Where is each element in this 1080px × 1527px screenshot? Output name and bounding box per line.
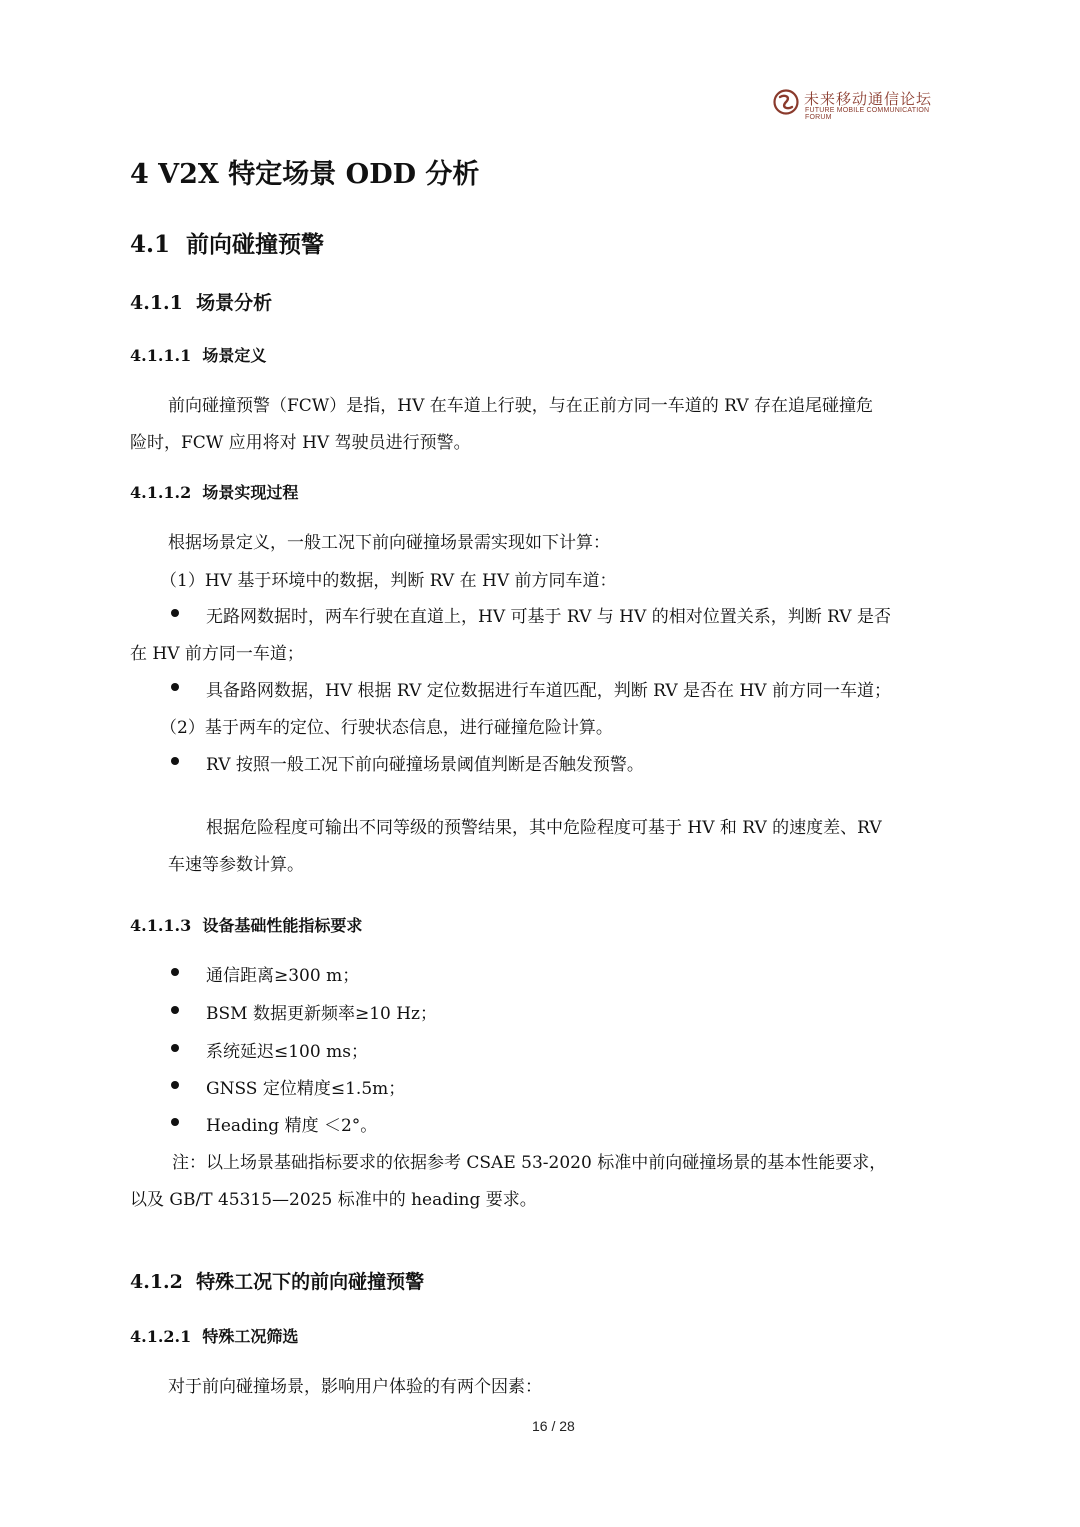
bullet-dot (171, 609, 179, 617)
bullet-dot (171, 968, 179, 976)
requirement-item: BSM 数据更新频率≥10 Hz； (206, 1004, 438, 1024)
bullet-dot (171, 757, 179, 765)
logo-subtitle: FUTURE MOBILE COMMUNICATION FORUM (805, 107, 930, 121)
paragraph-line: 根据场景定义，一般工况下前向碰撞场景需实现如下计算： (168, 533, 610, 553)
note-line: 以及 GB/T 45315—2025 标准中的 heading 要求。 (130, 1190, 537, 1210)
subsection-title: 场景分析 (196, 292, 273, 314)
subsection-heading (130, 1267, 424, 1294)
bullet-dot (171, 1044, 179, 1052)
paragraph-line: 前向碰撞预警（FCW）是指，HV 在车道上行驶，与在正前方同一车道的 RV 存在追尾碰撞危 (168, 396, 874, 416)
heading-number: 4.1.1.1 (130, 346, 192, 365)
bullet-item-continuation: 在 HV 前方同一车道； (130, 644, 304, 664)
subsubsection-heading (130, 1324, 298, 1347)
bullet-dot (171, 1081, 179, 1089)
logo-title: 未来移动通信论坛 (804, 90, 933, 108)
requirement-item: 系统延迟≤100 ms； (206, 1042, 368, 1062)
section-heading (130, 226, 324, 259)
subsubsection-heading (130, 480, 298, 503)
paragraph-line: 根据危险程度可输出不同等级的预警结果，其中危险程度可基于 HV 和 RV 的速度差、RV (206, 818, 882, 838)
subsection-title: 特殊工况下的前向碰撞预警 (196, 1271, 425, 1293)
bullet-item: 无路网数据时，两车行驶在直道上，HV 可基于 RV 与 HV 的相对位置关系，判断 RV 是否 (206, 607, 891, 627)
note-line: 注：以上场景基础指标要求的依据参考 CSAE 53-2020 标准中前向碰撞场景的基本性能要求， (172, 1153, 887, 1173)
subsection-number: 4.1.2 (130, 1271, 183, 1293)
subsection-heading (130, 288, 272, 315)
heading-number: 4.1.1.3 (130, 916, 192, 935)
heading-number: 4.1.1.2 (130, 483, 192, 502)
subsubsection-heading (130, 343, 266, 366)
section-number: 4.1 (130, 231, 171, 258)
heading-title: 设备基础性能指标要求 (202, 916, 363, 935)
requirement-item: GNSS 定位精度≤1.5m； (206, 1079, 406, 1099)
forum-logo (772, 86, 932, 120)
page-number: 16 / 28 (532, 1418, 575, 1434)
requirement-item: Heading 精度 ＜2°。 (206, 1116, 378, 1136)
heading-title: 场景实现过程 (202, 483, 299, 502)
bullet-dot (171, 1006, 179, 1014)
bullet-dot (171, 1118, 179, 1126)
forum-logo-icon (772, 88, 800, 116)
requirement-item: 通信距离≥300 m； (206, 966, 360, 986)
bullet-item: 具备路网数据，HV 根据 RV 定位数据进行车道匹配，判断 RV 是否在 HV 前方同一车道； (206, 681, 891, 701)
bullet-dot (171, 683, 179, 691)
step-item: （1）HV 基于环境中的数据，判断 RV 在 HV 前方同车道： (160, 571, 617, 591)
heading-number: 4.1.2.1 (130, 1327, 192, 1346)
paragraph-line: 车速等参数计算。 (168, 855, 304, 875)
chapter-title: 4 V2X 特定场景 ODD 分析 (130, 159, 480, 190)
step-item: （2）基于两车的定位、行驶状态信息，进行碰撞危险计算。 (160, 718, 613, 738)
section-title: 前向碰撞预警 (186, 231, 325, 258)
subsubsection-heading (130, 913, 362, 936)
subsection-number: 4.1.1 (130, 292, 183, 314)
heading-title: 特殊工况筛选 (202, 1327, 299, 1346)
bullet-item: RV 按照一般工况下前向碰撞场景阈值判断是否触发预警。 (206, 755, 644, 775)
paragraph-line: 对于前向碰撞场景，影响用户体验的有两个因素： (168, 1377, 542, 1397)
heading-title: 场景定义 (202, 346, 267, 365)
paragraph-line: 险时，FCW 应用将对 HV 驾驶员进行预警。 (130, 433, 471, 453)
